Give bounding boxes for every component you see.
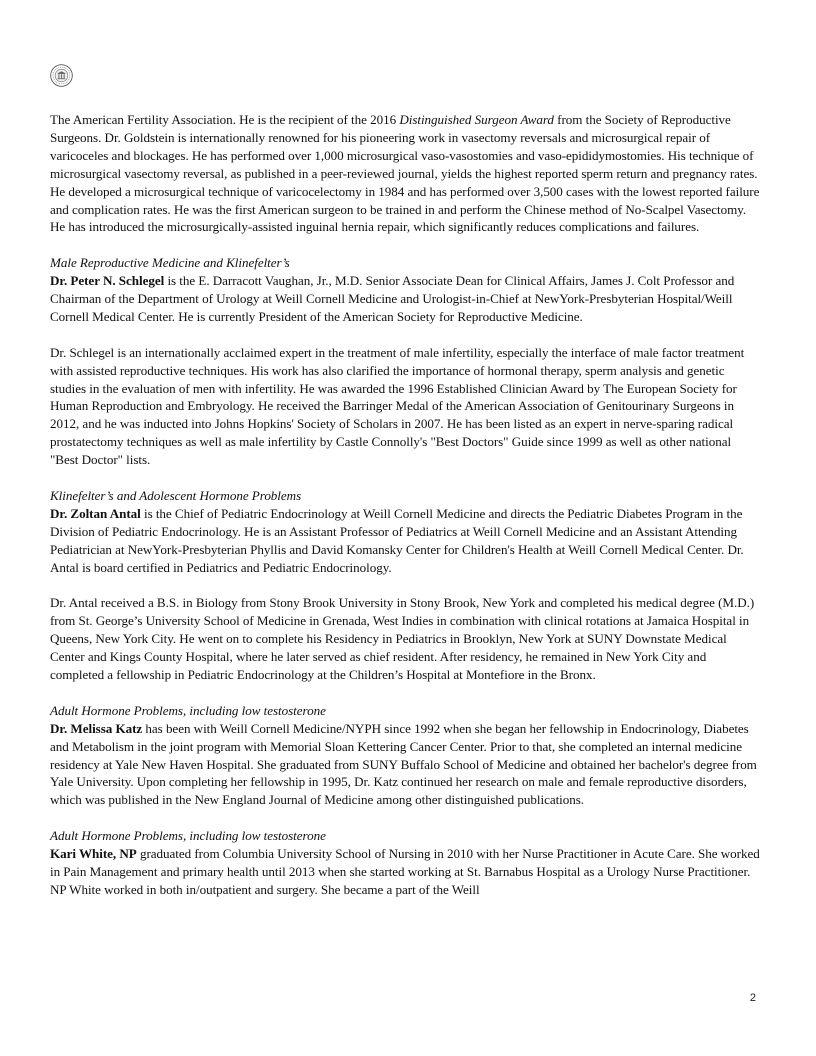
doctor-name: Dr. Peter N. Schlegel (50, 273, 165, 289)
award-name: Distinguished Surgeon Award (399, 112, 554, 127)
bio-antal-paragraph-2: Dr. Antal received a B.S. in Biology from Stony Brook University in Stony Brook, New York and completed his medical degree (M.D.) from St. George’s University School of Medicine in Grenada, West Indies in combination with clinical rotations at Jamaica Hospital in Queens, New York City. He went on to complete his Residency in Pediatrics in Brooklyn, New York at SUNY Downstate Medical Center and Kings County Hospital, where he later served as chief resident. After residency, he remained in New York City and completed a fellowship in Pediatric Endocrinology at the Children’s Hospital at Montefiore in the Bronx. (50, 595, 755, 683)
bio-schlegel-paragraph-2: Dr. Schlegel is an internationally acclaimed expert in the treatment of male infertility, especially the interface of male factor treatment with assisted reproductive techniques. His work has also clarified the importance of hormonal therapy, sperm analysis and genetic studies in the evaluation of men with infertility. He was awarded the 1996 Established Clinician Award by The European Society for Human Reproduction and Embryology. He received the Barringer Medal of the American Association of Genitourinary Surgeons in 2012, and he was inducted into Johns Hopkins' Society of Scholars in 2007. He has been listed as an expert in nerve-sparing radical prostatectomy techniques as well as male infertility by Castle Connolly's "Best Doctors" Guide since 1999 as well as other national "Best Doctor" lists. (50, 344, 745, 468)
doctor-name: Dr. Zoltan Antal (50, 505, 141, 521)
section-title-schlegel: Male Reproductive Medicine and Klinefelter’s (50, 255, 290, 271)
provider-name: Kari White, NP (50, 846, 137, 862)
section-title-katz: Adult Hormone Problems, including low testosterone (50, 702, 326, 718)
section-title-antal: Klinefelter’s and Adolescent Hormone Problems (50, 487, 302, 503)
bio-schlegel-paragraph-1: Dr. Peter N. Schlegel is the E. Darracott Vaughan, Jr., M.D. Senior Associate Dean for Clinical Affairs, James J. Colt Professor and Chairman of the Department of Urology at Weill Cornell Medicine and Urologist-in-Chief at NewYork-Presbyterian Hospital/Weill Cornell Medical Center. He is currently President of the American Society for Reproductive Medicine. (50, 273, 735, 324)
page-number: 2 (749, 992, 756, 1004)
bio-white-paragraph-1: Kari White, NP graduated from Columbia University School of Nursing in 2010 with her Nurse Practitioner in Acute Care. She worked in Pain Management and primary health until 2013 when she started working at St. Barnabus Hospital as a Urology Nurse Practitioner. NP White worked in both in/outpatient and surgery. She became a part of the Weill (50, 846, 760, 897)
university-seal-icon (50, 64, 73, 87)
bio-antal-paragraph-1: Dr. Zoltan Antal is the Chief of Pediatric Endocrinology at Weill Cornell Medicine and directs the Pediatric Diabetes Program in the Division of Pediatric Endocrinology. He is an Assistant Professor of Pediatrics at Weill Cornell Medicine and an Assistant Attending Pediatrician at NewYork-Presbyterian Phyllis and David Komansky Center for Children's Health at Weill Cornell Medical Center. Dr. Antal is board certified in Pediatrics and Pediatric Endocrinology. (50, 505, 744, 575)
doctor-name: Dr. Melissa Katz (50, 720, 143, 736)
bio-katz-paragraph-1: Dr. Melissa Katz has been with Weill Cornell Medicine/NYPH since 1992 when she began her fellowship in Endocrinology, Diabetes and Metabolism in the joint program with Memorial Sloan Kettering Cancer Center. Prior to that, she completed an internal medicine residency at Yale New Haven Hospital. She graduated from SUNY Buffalo School of Medicine and obtained her bachelor's degree from Yale University. Upon completing her fellowship in 1995, Dr. Katz continued her research on male and female reproductive disorders, which was published in the New England Journal of Medicine among other distinguished publications. (50, 720, 757, 808)
document-body (50, 111, 762, 899)
intro-paragraph: The American Fertility Association. He is the recipient of the 2016 Distinguished Surgeon Award from the Society of Reproductive Surgeons. Dr. Goldstein is internationally renowned for his pioneering work in vasectomy reversals and microsurgical repair of varicoceles and blockages. He has performed over 1,000 microsurgical vaso-vasostomies and vaso-epididymostomies. His technique of microsurgical vasectomy reversal, as published in a peer-reviewed journal, yields the highest reported sperm return and pregnancy rates. He developed a microsurgical technique of varicocelectomy in 1984 and has performed over 3,500 cases with the lowest reported failure and complication rates. He was the first American surgeon to be trained in and perform the Chinese method of No-Scalpel Vasectomy. He has introduced the microsurgically-assisted inguinal hernia repair, which significantly reduces complications and failures. (50, 112, 760, 235)
section-title-white: Adult Hormone Problems, including low testosterone (50, 828, 326, 844)
